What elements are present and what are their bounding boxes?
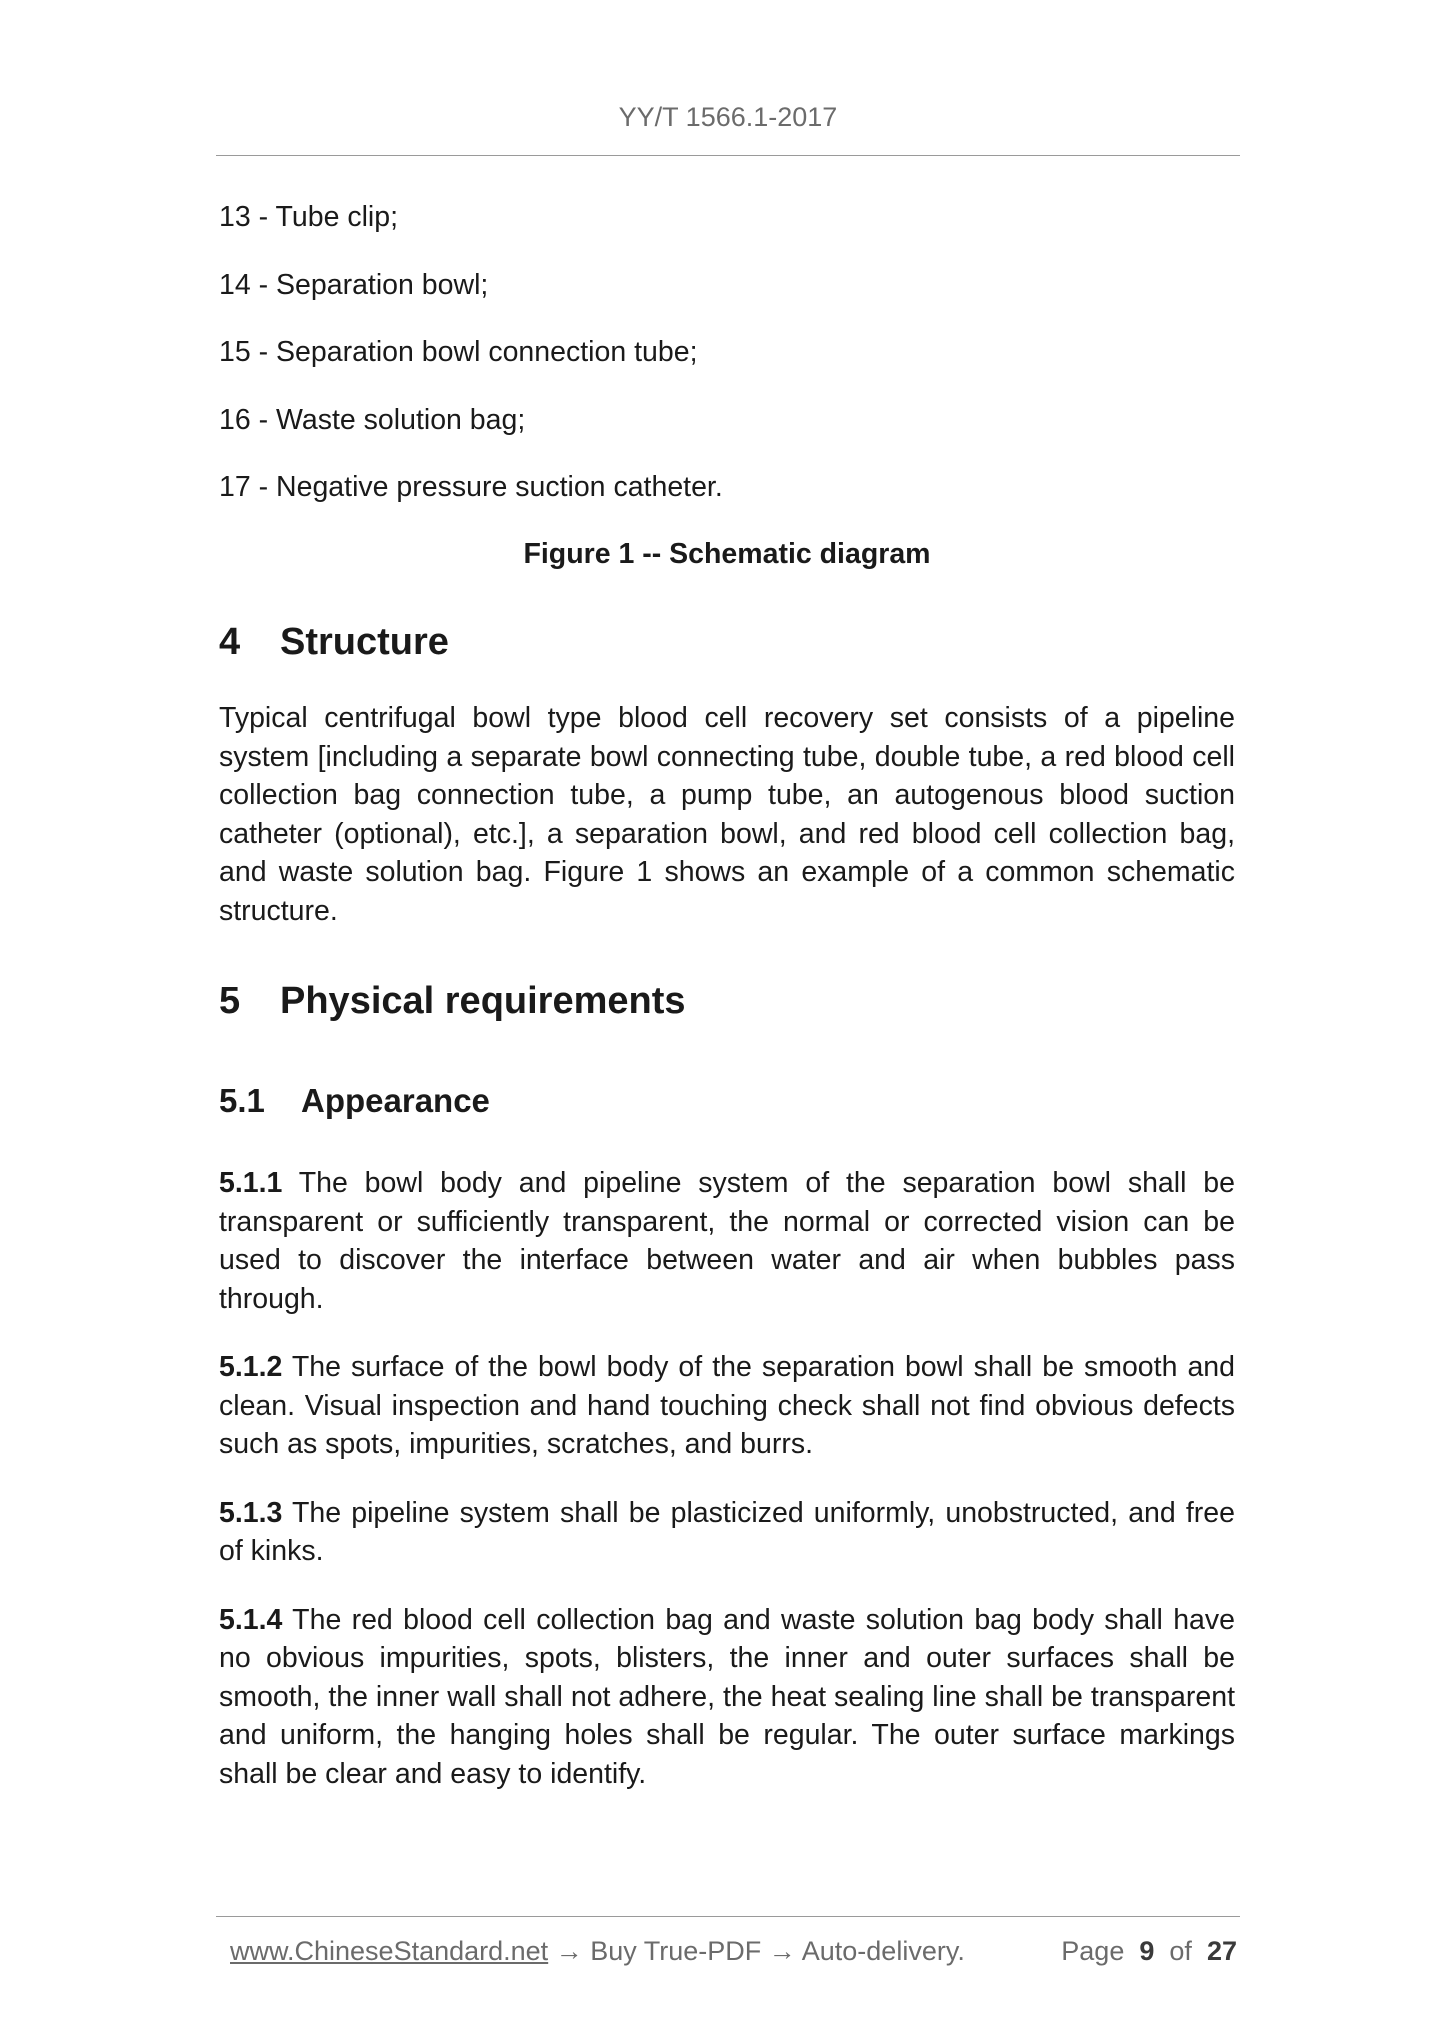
clause-paragraph bbox=[219, 1348, 1235, 1464]
subsection-title: Appearance bbox=[301, 1082, 490, 1119]
total-pages: 27 bbox=[1206, 1936, 1237, 1966]
section-heading bbox=[219, 619, 1235, 665]
of-label: of bbox=[1169, 1936, 1192, 1966]
legend-item: 13 - Tube clip; bbox=[219, 201, 399, 233]
buy-text: Buy True-PDF bbox=[582, 1936, 769, 1966]
clause-paragraph bbox=[219, 1601, 1235, 1794]
clause-paragraph bbox=[219, 1494, 1235, 1571]
clause-text: The bowl body and pipeline system of the separation bowl shall be transparent or sufficiently transparent, the normal or corrected vision can be used to discover the interface between water and air when bubbles pass through. bbox=[219, 1167, 1235, 1315]
subsection-heading bbox=[219, 1081, 1235, 1121]
section-heading bbox=[219, 978, 1235, 1024]
page-footer bbox=[230, 1936, 1237, 1967]
section-title: Structure bbox=[280, 621, 449, 663]
footer-promo bbox=[230, 1936, 965, 1967]
clause-text: The surface of the bowl body of the separation bowl shall be smooth and clean. Visual inspection and hand touching check shall not find obvious defects such as spots, impurities, scratches, and burrs. bbox=[219, 1351, 1235, 1460]
legend-item: 16 - Waste solution bag; bbox=[219, 403, 526, 436]
page-label: Page bbox=[1061, 1936, 1125, 1966]
legend-item: 14 - Separation bowl; bbox=[219, 268, 489, 301]
page-indicator bbox=[1061, 1936, 1237, 1967]
arrow-icon: → bbox=[768, 1936, 796, 1966]
page-content bbox=[219, 198, 1235, 1793]
clause-paragraph bbox=[219, 1164, 1235, 1318]
figure-legend bbox=[219, 198, 1235, 507]
page-number: 9 bbox=[1139, 1936, 1155, 1966]
figure-caption: Figure 1 -- Schematic diagram bbox=[523, 537, 931, 570]
subsection-number: 5.1 bbox=[219, 1082, 265, 1119]
legend-item: 15 - Separation bowl connection tube; bbox=[219, 336, 698, 368]
section-title: Physical requirements bbox=[280, 980, 686, 1022]
clause-number: 5.1.3 bbox=[219, 1496, 283, 1529]
structure-paragraph: Typical centrifugal bowl type blood cell recovery set consists of a pipeline system [including a separate bowl connecting tube, double tube, a red blood cell collection bag connection tube, a pump tube, an autogenous blood suction catheter (optional), etc.], a separation bowl, and red blood cell collection bag, and waste solution bag. Figure 1 shows an example of a common schematic structure. bbox=[219, 702, 1235, 927]
clause-text: The pipeline system shall be plasticized uniformly, unobstructed, and free of kinks. bbox=[219, 1496, 1235, 1567]
website-link[interactable]: www.ChineseStandard.net bbox=[230, 1936, 549, 1966]
section-number: 4 bbox=[219, 621, 241, 663]
section-number: 5 bbox=[219, 980, 241, 1022]
arrow-icon: → bbox=[555, 1936, 583, 1966]
header-divider bbox=[216, 155, 1240, 156]
clause-number: 5.1.1 bbox=[219, 1167, 283, 1199]
legend-item: 17 - Negative pressure suction catheter. bbox=[219, 471, 723, 503]
clause-text: The red blood cell collection bag and waste solution bag body shall have no obvious impurities, spots, blisters, the inner and outer surfaces shall be smooth, the inner wall shall not adhere, the heat sealing line shall be transparent and uniform, the hanging holes shall be regular. The outer surface markings shall be clear and easy to identify. bbox=[219, 1603, 1235, 1790]
footer-divider bbox=[216, 1916, 1240, 1917]
running-header: YY/T 1566.1-2017 bbox=[618, 102, 838, 132]
clause-number: 5.1.2 bbox=[219, 1351, 283, 1383]
delivery-text: Auto-delivery. bbox=[795, 1936, 965, 1966]
clause-number: 5.1.4 bbox=[219, 1603, 283, 1636]
